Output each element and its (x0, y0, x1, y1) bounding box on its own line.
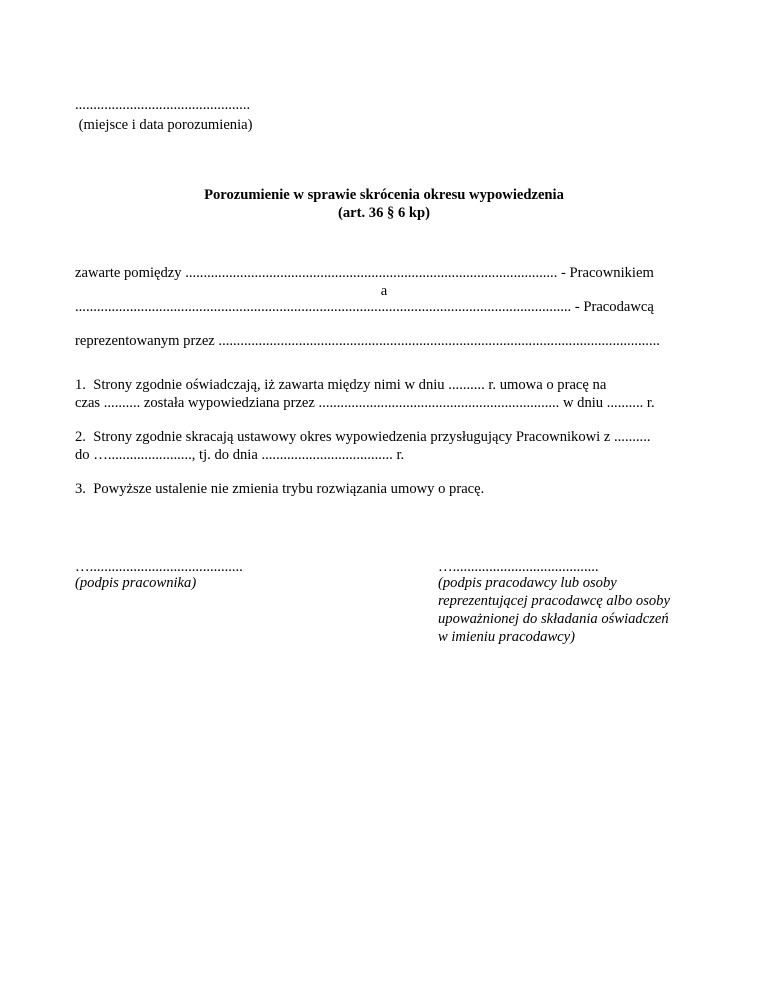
place-date-dots: ................................................ (75, 97, 251, 113)
parties-and: a (380, 283, 388, 299)
parties-representative-line: reprezentowanym przez ......................................................................................................................... (75, 333, 660, 349)
employer-signature-dots: …........................................ (438, 559, 599, 575)
employer-signature-label-4: w imieniu pracodawcy) (438, 629, 575, 645)
parties-employer-line: ........................................................................................................................................ - Pracodawcą (75, 299, 654, 315)
point-1-line-1: 1. Strony zgodnie oświadczają, iż zawarta między nimi w dniu .......... r. umowa o pracę na (75, 377, 607, 393)
parties-employee-line: zawarte pomiędzy ...................................................................................................... - Pracownikiem (75, 265, 654, 281)
document-title: Porozumienie w sprawie skrócenia okresu wypowiedzenia (204, 187, 564, 203)
place-date-label: (miejsce i data porozumienia) (75, 117, 253, 133)
point-3-line-1: 3. Powyższe ustalenie nie zmienia trybu rozwiązania umowy o pracę. (75, 481, 485, 497)
point-2-line-1: 2. Strony zgodnie skracają ustawowy okres wypowiedzenia przysługujący Pracownikowi z .......... (75, 429, 651, 445)
employee-signature-dots: ….......................................... (75, 559, 243, 575)
document-title-article: (art. 36 § 6 kp) (337, 205, 431, 221)
employee-signature-label: (podpis pracownika) (75, 575, 197, 591)
point-1-line-2: czas .......... została wypowiedziana przez .................................................................. w dniu .......... r. (75, 395, 655, 411)
employer-signature-label-1: (podpis pracodawcy lub osoby (438, 575, 617, 591)
point-2-line-2: do …......................., tj. do dnia .................................... r. (75, 447, 405, 463)
employer-signature-label-3: upoważnionej do składania oświadczeń (438, 611, 669, 627)
employer-signature-label-2: reprezentującej pracodawcę albo osoby (438, 593, 670, 609)
